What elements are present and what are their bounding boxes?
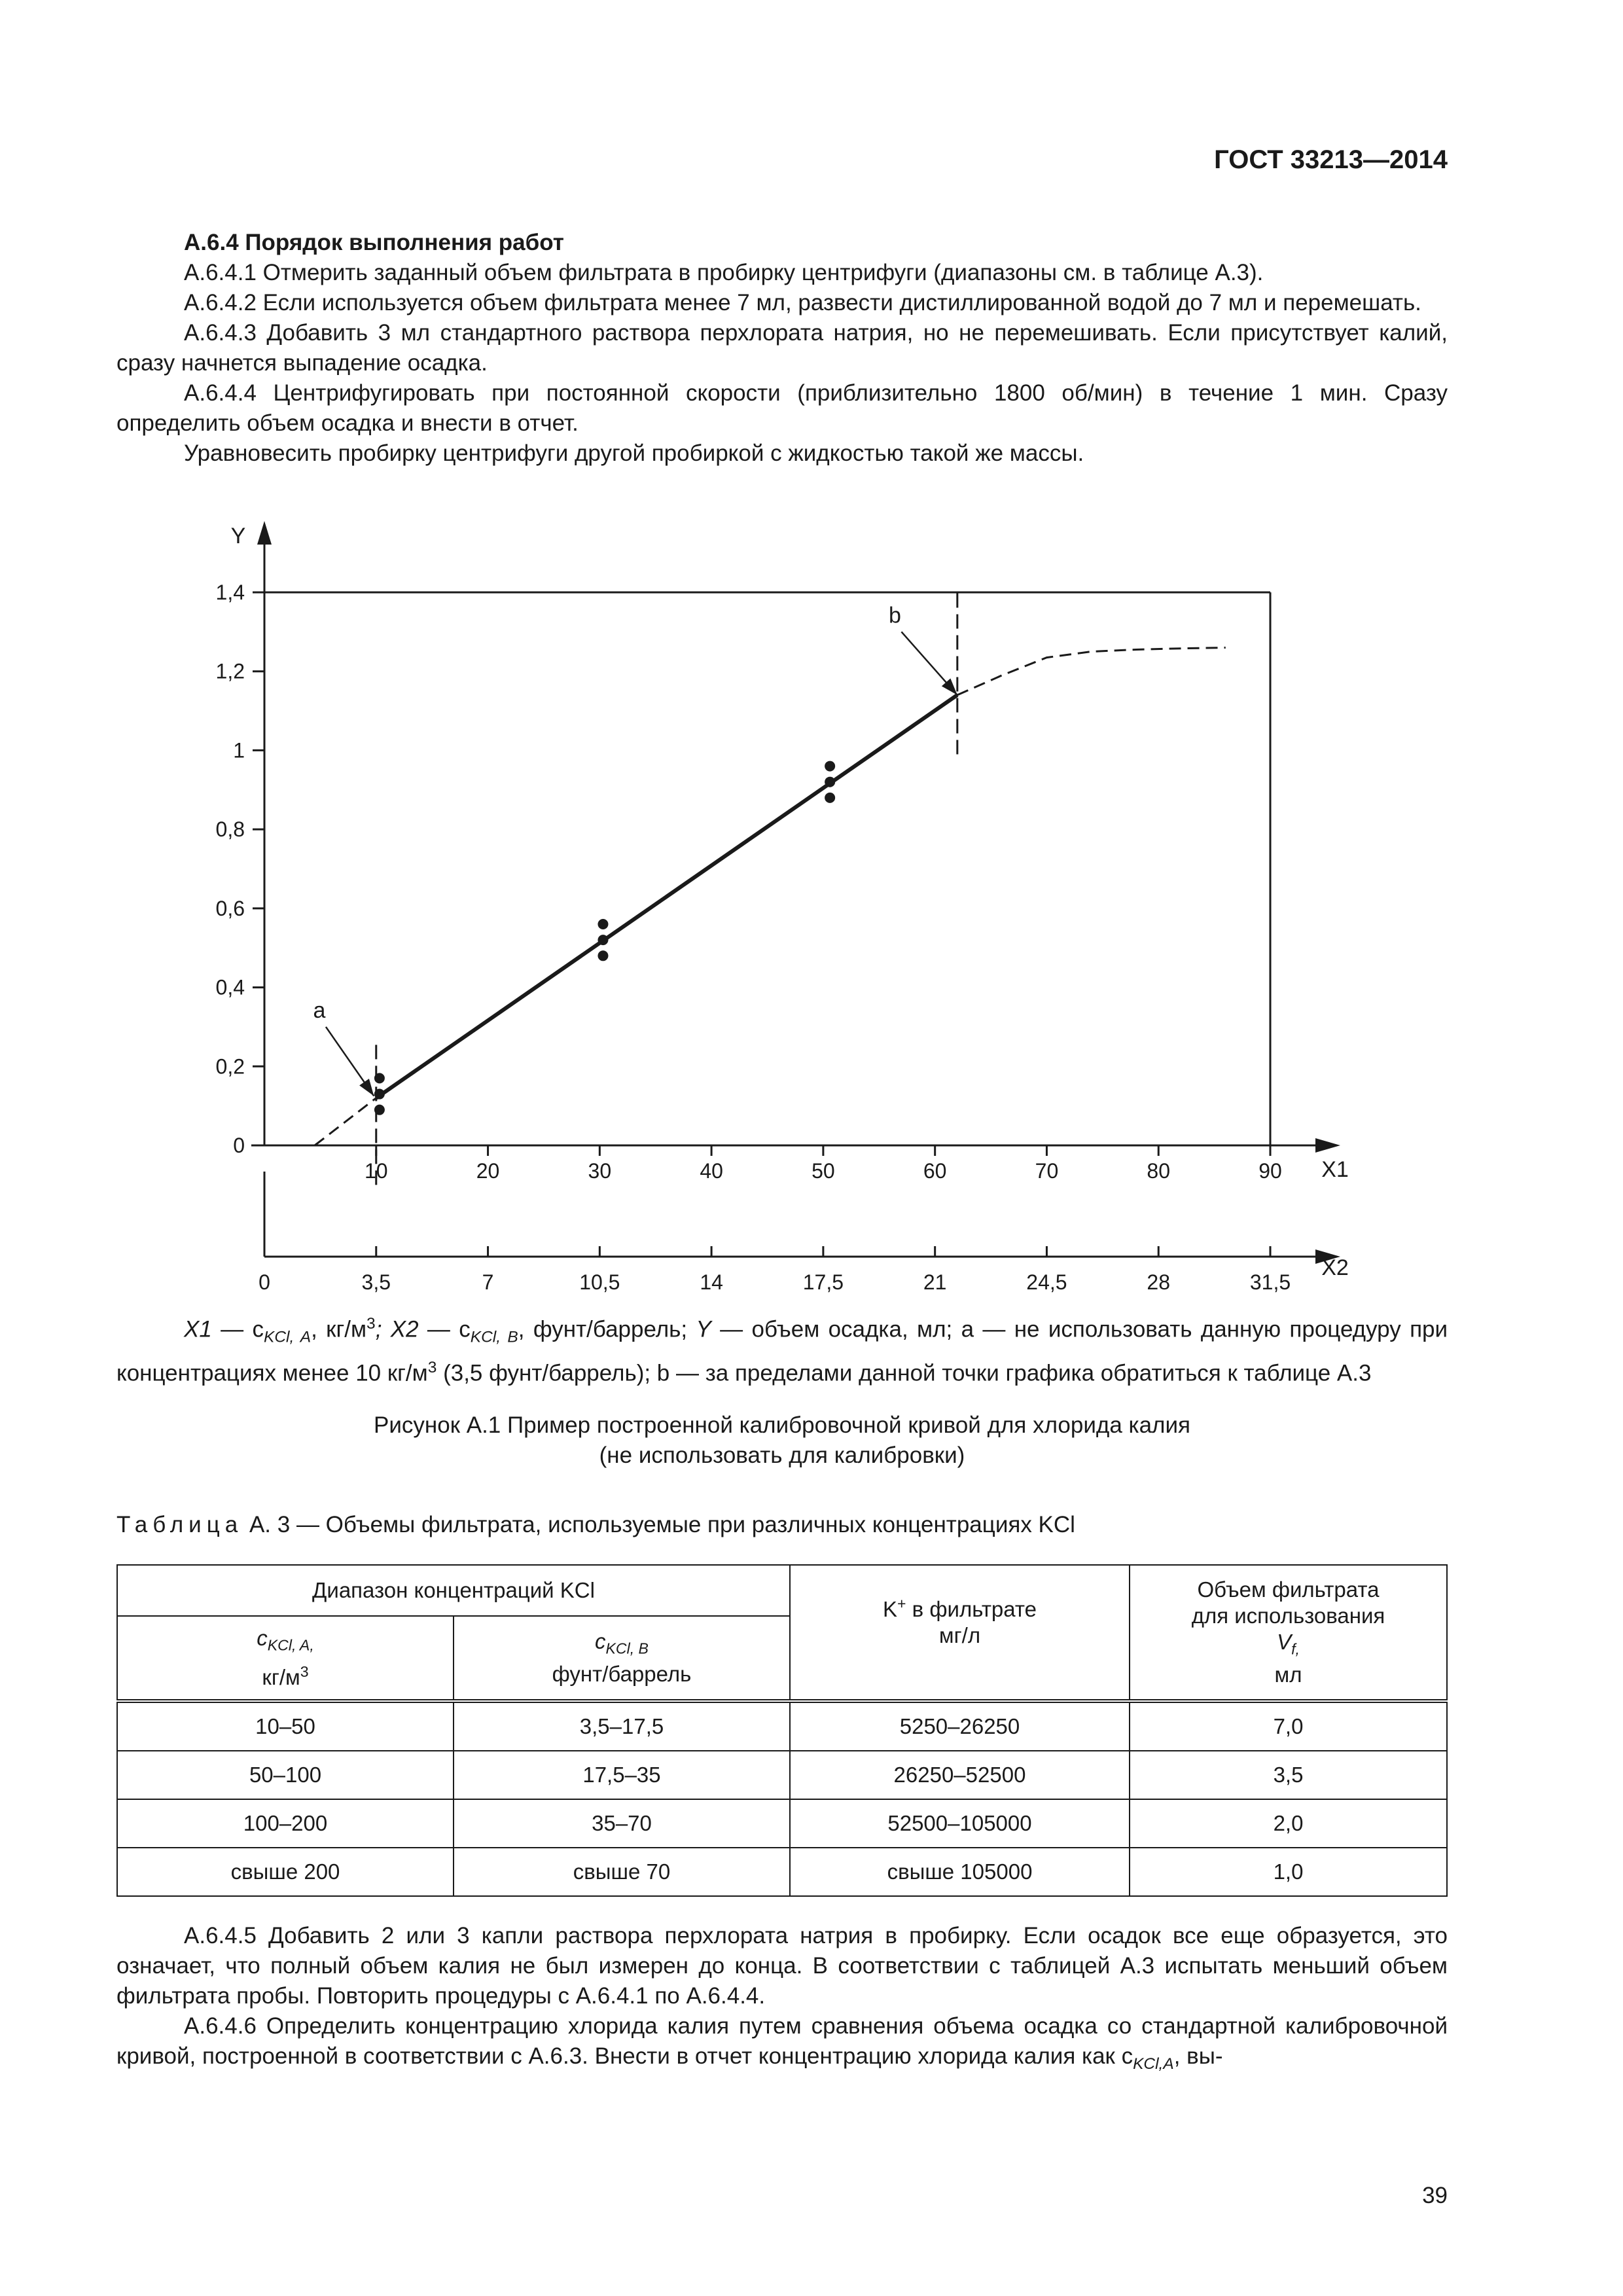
x2-tick-label: 10,5: [579, 1270, 620, 1294]
table-cell: 3,5: [1130, 1751, 1447, 1799]
table-cell: 35–70: [454, 1799, 790, 1848]
page-number: 39: [1422, 2183, 1448, 2208]
table-cell: 1,0: [1130, 1848, 1447, 1896]
annotation-label-a: a: [313, 997, 326, 1023]
legend-x2-text: — c: [418, 1316, 471, 1342]
legend-x1-sub: KCl, A: [263, 1328, 312, 1346]
paragraph-text-end: , вы-: [1173, 2043, 1223, 2069]
table-cell: 3,5–17,5: [454, 1701, 790, 1751]
table-cell: 7,0: [1130, 1701, 1447, 1751]
x1-tick-label: 90: [1258, 1159, 1282, 1183]
table-cell: 52500–105000: [790, 1799, 1130, 1848]
x1-tick-label: 30: [588, 1159, 612, 1183]
header-lb-sub: KCl, B: [605, 1640, 649, 1657]
legend-x1-text: — c: [211, 1316, 264, 1342]
data-point: [597, 919, 608, 929]
legend-x1-sup: 3: [366, 1315, 376, 1333]
y-tick-label: 0,4: [215, 975, 245, 999]
y-tick-label: 1: [233, 738, 245, 762]
paragraph-sub: KCl,A: [1133, 2055, 1174, 2073]
paragraph: А.6.4.5 Добавить 2 или 3 капли раствора перхлората натрия в пробирку. Если осадок все еще образуется, это означает, что полный объем калия не был измерен до конца. В соответствии с таблицей А.3 испытать меньший объем фильтрата пробы. Повторить процедуры с А.6.4.1 по А.6.4.4.: [116, 1923, 1448, 2009]
x2-tick-label: 7: [482, 1270, 494, 1294]
paragraph: А.6.4.4 Центрифугировать при постоянной скорости (приблизительно 1800 об/мин) в течение 1 мин. Сразу определить объем осадка и внести в отчет.: [116, 380, 1448, 436]
header-volume-line2: для использования: [1191, 1603, 1385, 1628]
paragraph-text: А.6.4.6 Определить концентрацию хлорида калия путем сравнения объема осадка со стандартной калибровочной кривой, построенной в соответствии с А.6.3. Внести в отчет концентрацию хлорида калия как c: [116, 2013, 1448, 2069]
table-title-rest: А. 3 — Объемы фильтрата, используемые при различных концентрациях KCl: [243, 1512, 1075, 1537]
y-tick-label: 0: [233, 1134, 245, 1157]
x1-axis-arrow: [1315, 1138, 1340, 1153]
x2-axis-label: X2: [1321, 1255, 1349, 1280]
header-k-text: в фильтрате: [906, 1596, 1037, 1621]
x1-axis-label: X1: [1321, 1157, 1349, 1182]
y-tick-label: 0,6: [215, 896, 245, 920]
header-volume-unit: мл: [1274, 1662, 1302, 1687]
header-kg-c: c: [257, 1626, 268, 1651]
y-axis-label: Y: [230, 524, 246, 548]
y-tick-label: 1,2: [215, 659, 245, 683]
header-k-unit: мг/л: [938, 1623, 981, 1647]
legend-x2-sub: KCl, B: [470, 1328, 518, 1346]
x2-tick-label: 24,5: [1026, 1270, 1067, 1294]
figure-caption-line1: Рисунок А.1 Пример построенной калибровочной кривой для хлорида калия: [374, 1412, 1190, 1438]
table-row: [117, 1701, 1447, 1751]
data-point: [374, 1089, 385, 1100]
figure-legend: [116, 1309, 1448, 1388]
table-cell: свыше 200: [117, 1848, 454, 1896]
legend-x1: X1: [184, 1316, 212, 1342]
table-cell: свыше 70: [454, 1848, 790, 1896]
legend-y: Y: [696, 1316, 711, 1342]
section-text: [116, 228, 1448, 469]
x2-tick-label: 0: [259, 1270, 270, 1294]
x1-tick-label: 70: [1035, 1159, 1059, 1183]
header-volume-sub: f,: [1291, 1640, 1300, 1658]
table-row: [117, 1848, 1447, 1896]
y-axis-arrow: [257, 521, 272, 545]
annotation-arrow-head: [359, 1079, 374, 1096]
x1-tick-label: 60: [923, 1159, 947, 1183]
legend-rest-post: (3,5 фунт/баррель); b — за пределами данной точки графика обратиться к таблице А.3: [437, 1360, 1372, 1386]
header-k-symbol: K: [882, 1596, 897, 1621]
data-point: [825, 777, 835, 787]
data-point: [597, 950, 608, 961]
calibration-line: [376, 695, 957, 1098]
x2-tick-label: 17,5: [802, 1270, 844, 1294]
header-kg-unit: кг/м: [262, 1664, 300, 1689]
table-cell: 10–50: [117, 1701, 454, 1751]
data-point: [374, 1105, 385, 1115]
header-kg-sub: KCl, A,: [267, 1636, 314, 1654]
y-tick-label: 1,4: [215, 581, 245, 604]
paragraph: А.6.4.3 Добавить 3 мл стандартного раствора перхлората натрия, но не перемешивать. Если присутствует калий, сразу начнется выпадение осадка.: [116, 320, 1448, 376]
table-cell: 17,5–35: [454, 1751, 790, 1799]
data-point: [825, 793, 835, 803]
x1-tick-label: 80: [1147, 1159, 1171, 1183]
legend-x2-unit: , фунт/баррель;: [518, 1316, 696, 1342]
table-cell: 50–100: [117, 1751, 454, 1799]
legend-x1-unit: , кг/м: [311, 1316, 367, 1342]
figure-caption-line2: (не использовать для калибровки): [599, 1443, 965, 1468]
table-row: [117, 1799, 1447, 1848]
x2-tick-label: 14: [700, 1270, 723, 1294]
x2-tick-label: 21: [923, 1270, 947, 1294]
data-point: [825, 761, 835, 772]
paragraph: Уравновесить пробирку центрифуги другой пробиркой с жидкостью такой же массы.: [184, 440, 1084, 466]
filtrate-volume-table: [116, 1564, 1448, 1897]
paragraph: А.6.4.1 Отмерить заданный объем фильтрата в пробирку центрифуги (диапазоны см. в таблице А.3).: [184, 260, 1264, 285]
bottom-text: [116, 1921, 1448, 2079]
table-cell: 5250–26250: [790, 1701, 1130, 1751]
x1-tick-label: 50: [812, 1159, 835, 1183]
y-tick-label: 0,8: [215, 817, 245, 842]
header-kg: [117, 1616, 454, 1701]
x1-tick-label: 10: [364, 1159, 388, 1183]
header-k: [790, 1565, 1130, 1701]
header-volume: [1130, 1565, 1447, 1701]
header-lb-unit: фунт/баррель: [552, 1662, 692, 1687]
extrapolation-line: [315, 1098, 376, 1145]
x1-tick-label: 40: [700, 1159, 723, 1183]
section-heading: А.6.4 Порядок выполнения работ: [184, 230, 564, 255]
table-cell: 26250–52500: [790, 1751, 1130, 1799]
header-range: Диапазон концентраций KCl: [117, 1565, 790, 1616]
legend-x2: ; X2: [375, 1316, 419, 1342]
standard-code: ГОСТ 33213—2014: [1214, 145, 1448, 174]
x2-tick-label: 28: [1147, 1270, 1171, 1294]
table-title: [116, 1512, 1075, 1538]
legend-rest: — объем осадка, мл; a — не использовать данную процедуру при концентрациях менее 10 кг/м: [116, 1316, 1448, 1386]
header-k-sup: +: [897, 1594, 906, 1612]
data-point: [597, 935, 608, 945]
calibration-chart: [0, 517, 1623, 1302]
figure-caption: [116, 1410, 1448, 1471]
header-lb: [454, 1616, 790, 1701]
x1-tick-label: 20: [476, 1159, 500, 1183]
annotation-label-b: b: [888, 603, 901, 628]
extrapolation-line: [957, 648, 1226, 695]
legend-rest-sup: 3: [427, 1358, 437, 1376]
header-kg-sup: 3: [300, 1662, 309, 1680]
table-cell: 2,0: [1130, 1799, 1447, 1848]
paragraph: А.6.4.2 Если используется объем фильтрата менее 7 мл, развести дистиллированной водой до 7 мл и перемешать.: [184, 290, 1421, 315]
paragraph: [116, 2011, 1448, 2079]
data-point: [374, 1073, 385, 1083]
x2-tick-label: 3,5: [361, 1270, 391, 1294]
header-volume-v: V: [1277, 1629, 1292, 1654]
table-title-label: Таблица: [116, 1512, 243, 1537]
table-row: [117, 1751, 1447, 1799]
x2-tick-label: 31,5: [1249, 1270, 1291, 1294]
header-volume-line1: Объем фильтрата: [1197, 1577, 1380, 1602]
table-cell: свыше 105000: [790, 1848, 1130, 1896]
y-tick-label: 0,2: [215, 1054, 245, 1079]
header-lb-c: c: [595, 1628, 606, 1653]
table-cell: 100–200: [117, 1799, 454, 1848]
